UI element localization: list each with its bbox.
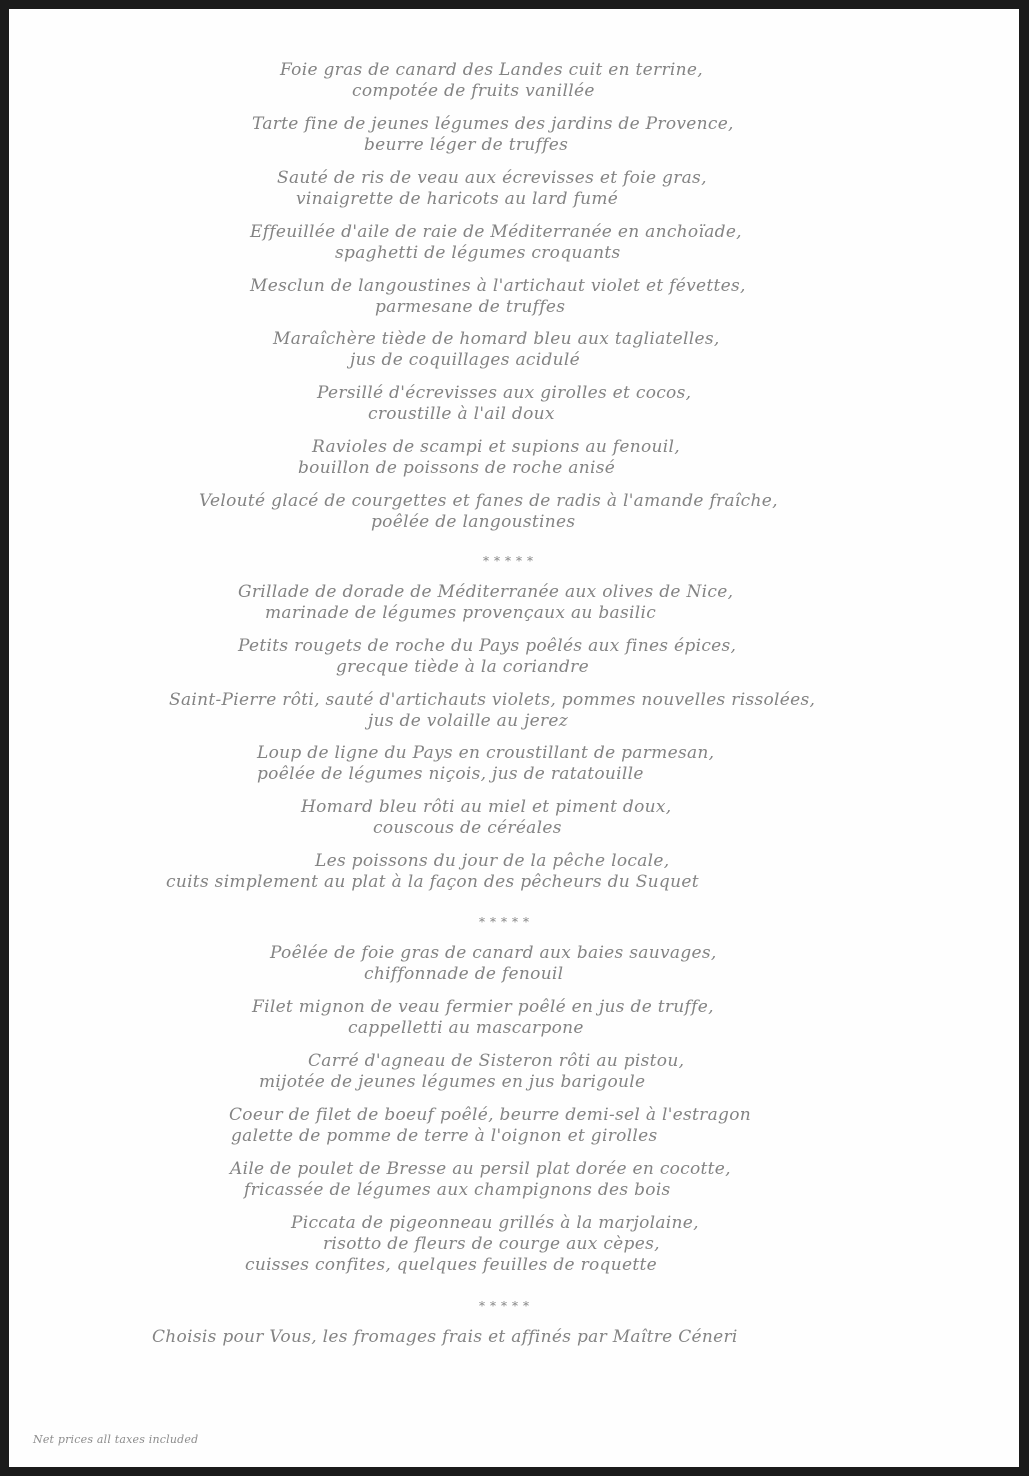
dish-line: Persillé d'écrevisses aux girolles et cocos, xyxy=(317,383,692,403)
section-separator: ***** xyxy=(483,554,538,568)
section-separator: ***** xyxy=(479,915,534,929)
dish-line: mijotée de jeunes légumes en jus barigoule xyxy=(259,1072,646,1092)
dish-line: Petits rougets de roche du Pays poêlés aux fines épices, xyxy=(238,636,737,656)
dish-line: croustille à l'ail doux xyxy=(368,404,555,424)
dish-line: Tarte fine de jeunes légumes des jardins de Provence, xyxy=(252,114,734,134)
dish-line: Filet mignon de veau fermier poêlé en jus de truffe, xyxy=(252,997,714,1017)
dish-line: Coeur de filet de boeuf poêlé, beurre demi-sel à l'estragon xyxy=(229,1105,752,1125)
dish-line: parmesane de truffes xyxy=(375,297,566,317)
menu-page xyxy=(9,9,1019,1467)
dish-line: Grillade de dorade de Méditerranée aux olives de Nice, xyxy=(238,582,734,602)
footer-note: Net prices all taxes included xyxy=(33,1433,199,1446)
dish-line: Homard bleu rôti au miel et piment doux, xyxy=(301,797,672,817)
dish-line: Piccata de pigeonneau grillés à la marjolaine, xyxy=(291,1213,699,1233)
dish-line: compotée de fruits vanillée xyxy=(352,81,595,101)
dish-line: Loup de ligne du Pays en croustillant de parmesan, xyxy=(257,743,715,763)
dish-line: chiffonnade de fenouil xyxy=(364,964,564,984)
cheese-line: Choisis pour Vous, les fromages frais et affinés par Maître Céneri xyxy=(152,1327,738,1347)
dish-line: risotto de fleurs de courge aux cèpes, xyxy=(323,1234,660,1254)
dish-line: spaghetti de légumes croquants xyxy=(335,243,621,263)
dish-line: marinade de légumes provençaux au basilic xyxy=(265,603,657,623)
section-separator: ***** xyxy=(479,1299,534,1313)
dish-line: cuits simplement au plat à la façon des pêcheurs du Suquet xyxy=(166,872,699,892)
dish-line: Maraîchère tiède de homard bleu aux tagliatelles, xyxy=(273,329,720,349)
dish-line: Aile de poulet de Bresse au persil plat dorée en cocotte, xyxy=(230,1159,731,1179)
dish-line: poêlée de légumes niçois, jus de ratatouille xyxy=(257,764,644,784)
dish-line: cappelletti au mascarpone xyxy=(348,1018,584,1038)
dish-line: Ravioles de scampi et supions au fenouil, xyxy=(312,437,680,457)
dish-line: Velouté glacé de courgettes et fanes de radis à l'amande fraîche, xyxy=(199,491,778,511)
dish-line: bouillon de poissons de roche anisé xyxy=(298,458,616,478)
dish-line: Foie gras de canard des Landes cuit en terrine, xyxy=(280,60,703,80)
dish-line: Effeuillée d'aile de raie de Méditerranée en anchoïade, xyxy=(250,222,742,242)
dish-line: vinaigrette de haricots au lard fumé xyxy=(296,189,619,209)
dish-line: fricassée de légumes aux champignons des bois xyxy=(244,1180,671,1200)
dish-line: Saint-Pierre rôti, sauté d'artichauts violets, pommes nouvelles rissolées, xyxy=(169,690,816,710)
dish-line: couscous de céréales xyxy=(373,818,562,838)
dish-line: jus de volaille au jerez xyxy=(368,711,569,731)
dish-line: galette de pomme de terre à l'oignon et girolles xyxy=(231,1126,658,1146)
dish-line: Sauté de ris de veau aux écrevisses et foie gras, xyxy=(277,168,707,188)
dish-line: jus de coquillages acidulé xyxy=(350,350,581,370)
dish-line: Les poissons du jour de la pêche locale, xyxy=(315,851,670,871)
dish-line: cuisses confites, quelques feuilles de roquette xyxy=(245,1255,657,1275)
dish-line: grecque tiède à la coriandre xyxy=(336,657,589,677)
dish-line: Carré d'agneau de Sisteron rôti au pistou, xyxy=(308,1051,685,1071)
dish-line: poêlée de langoustines xyxy=(371,512,576,532)
dish-line: beurre léger de truffes xyxy=(364,135,569,155)
dish-line: Mesclun de langoustines à l'artichaut violet et févettes, xyxy=(250,276,746,296)
dish-line: Poêlée de foie gras de canard aux baies sauvages, xyxy=(270,943,717,963)
